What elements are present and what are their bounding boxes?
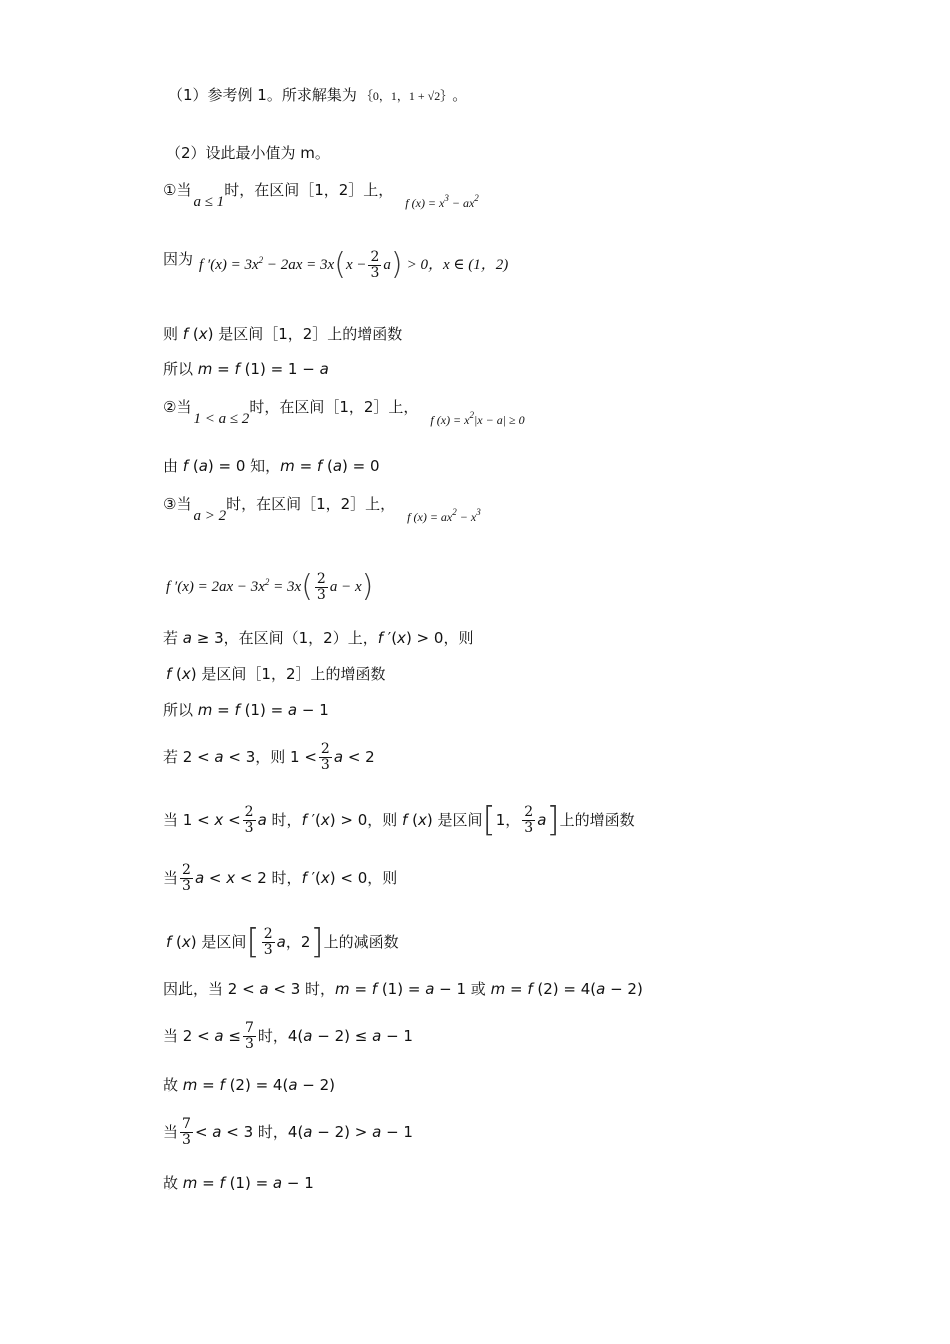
case-1-line: ①当 a ≤ 1 时，在区间［1，2］上， f $(x) = x^3 - ax^2$ [163,181,479,210]
comparison-line-2: 当 $\frac{7}{3}$ < a < 3 时，4(a − 2) > a − 1 [163,1116,413,1148]
minimum-line-2: 由 f (a) = 0 知，m = f (a) = 0 [163,457,380,475]
solution-line-2: （2）设此最小值为 m。 [166,144,330,162]
minimum-line-4: 故 m = f (2) = 4(a − 2) [163,1076,336,1094]
derivative-line-2: f $'(x) = 2ax - 3x^2 = 3x$ ( $\frac{2}{3}$ a − x ) [166,569,374,605]
case-3-line: ③当 a > 2 时，在区间［1，2］上， f $(x) = ax^2 - x^3$ [163,495,481,524]
increasing-interval-line: 当 1 < x < $\frac{2}{3}$ a 时，f ′(x) > 0，则 f (x) 是区间 [ 1， $\frac{2}{3}$ a ] 上的增函数 [163,800,635,840]
subcase-line-2: 若 2 < a < 3，则 1 < $\frac{2}{3}$ a < 2 [163,741,375,773]
decreasing-condition-line: 当 $\frac{2}{3}$ a < x < 2 时，f ′(x) < 0，则 [163,862,398,894]
comparison-line-1: 当 2 < a ≤ $\frac{7}{3}$ 时，4(a − 2) ≤ a − 1 [163,1020,413,1052]
decreasing-interval-line: f (x) 是区间 [ $\frac{2}{3}$ a，2 ] 上的减函数 [166,922,399,962]
solution-line-1: （1）参考例 1。所求解集为 ｛0，1，1 + √2｝ 。 [168,86,468,104]
conclusion-line: 因此，当 2 < a < 3 时，m = f (1) = a − 1 或 m = f (2) = 4(a − 2) [163,980,643,998]
subcase-line-1: 若 a ≥ 3，在区间（1，2）上，f ′(x) > 0，则 [163,629,474,647]
case-2-line: ②当 1 < a ≤ 2 时，在区间［1，2］上， f $(x) = x^2|x - a| \ge 0$ [163,398,525,427]
minimum-line-3: 所以 m = f (1) = a − 1 [163,701,329,719]
increasing-line-2: f (x) 是区间［1，2］上的增函数 [166,665,386,683]
minimum-line-5: 故 m = f (1) = a − 1 [163,1174,314,1192]
minimum-line-1: 所以 m = f (1) = 1 − a [163,360,329,378]
increasing-line-1: 则 f (x) 是区间［1，2］上的增函数 [163,325,403,343]
derivative-line-1: 因为 f $'(x) = 3x^2 - 2ax = 3x$ ( x − $\frac{2}{3}$ a ) > 0，x ∈ (1，2) [163,247,509,283]
